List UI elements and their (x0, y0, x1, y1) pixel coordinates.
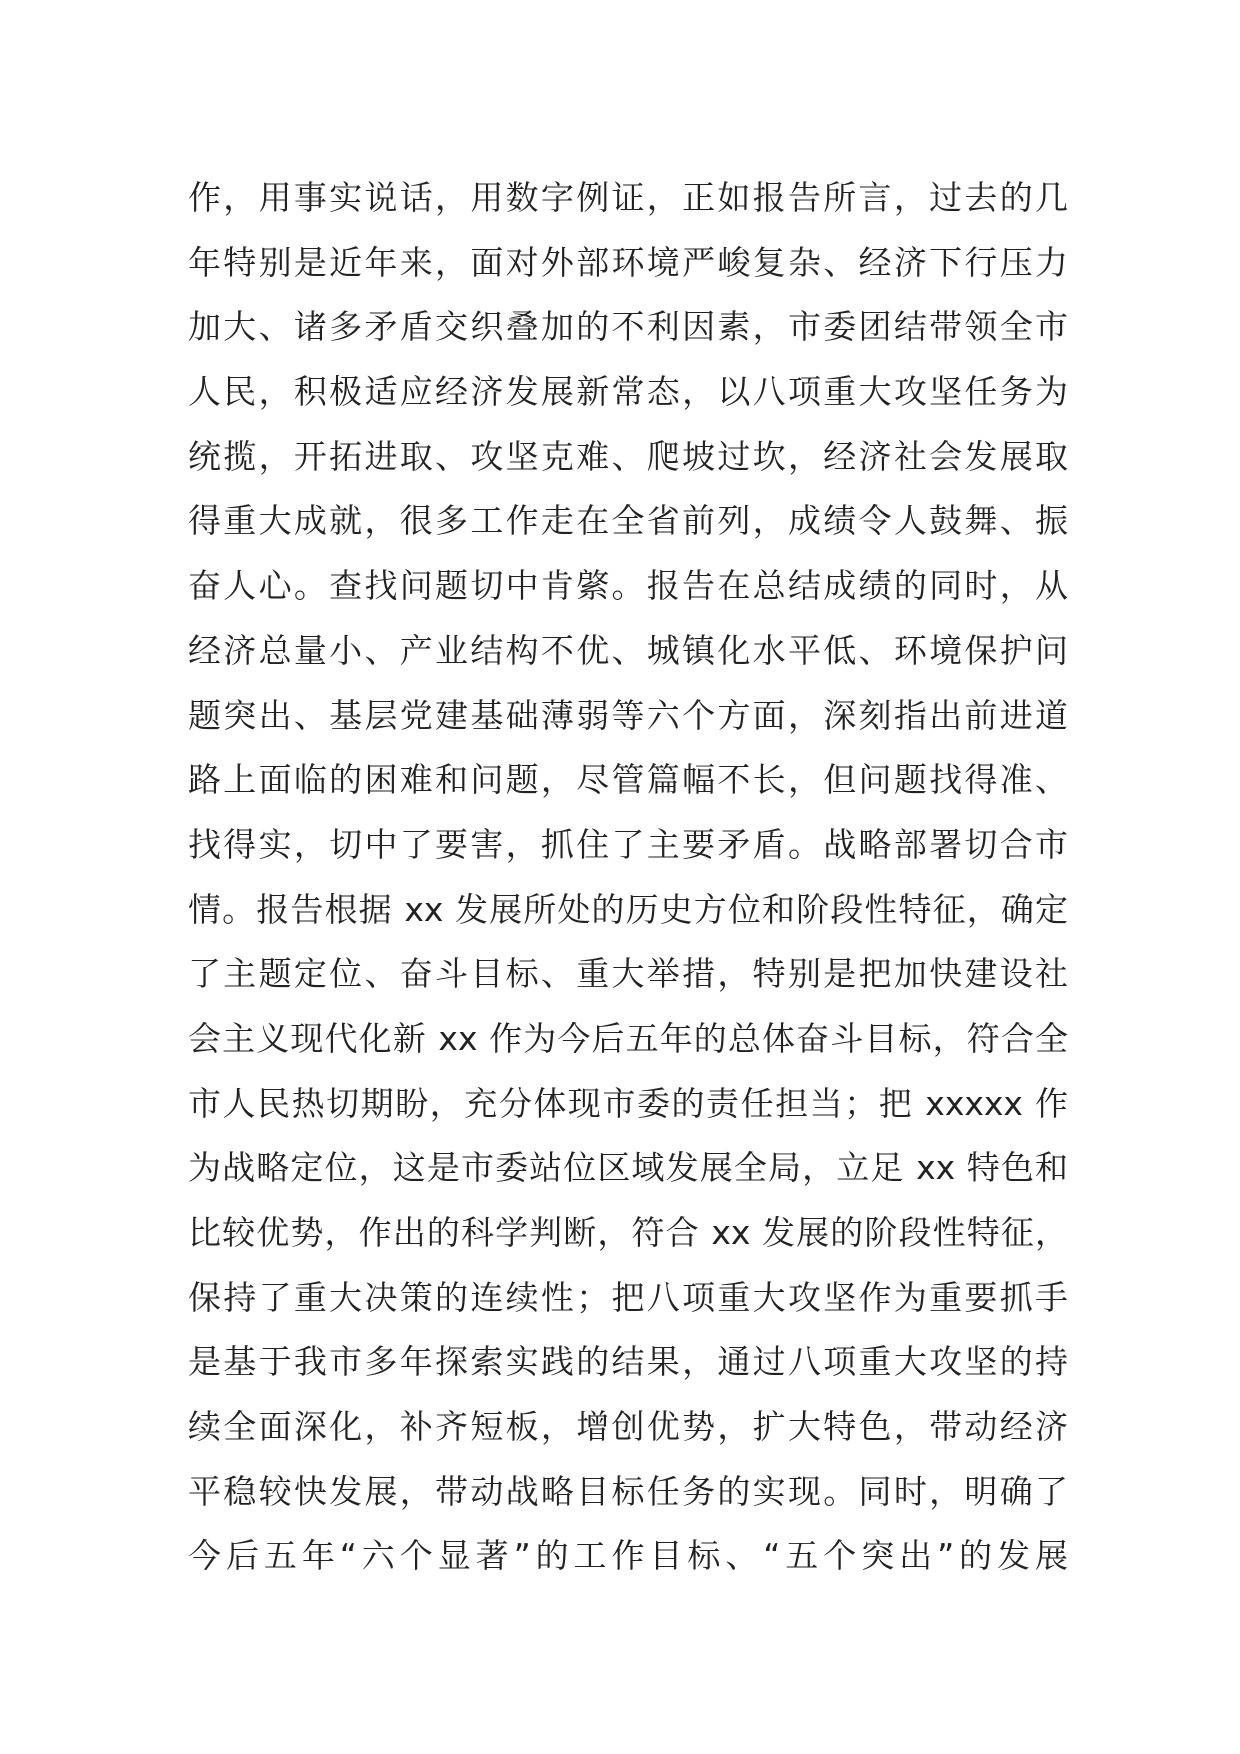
text-line: 找得实，切中了要害，抓住了主要矛盾。战略部署切合市 (188, 824, 1068, 864)
text-line: 会主义现代化新 xx 作为今后五年的总体奋斗目标，符合全 (188, 1018, 1068, 1058)
text-line: 保持了重大决策的连续性；把八项重大攻坚作为重要抓手 (188, 1277, 1068, 1317)
text-line: 了主题定位、奋斗目标、重大举措，特别是把加快建设社 (188, 954, 1068, 994)
text-line: 续全面深化，补齐短板，增创优势，扩大特色，带动经济 (188, 1407, 1068, 1447)
text-line: 今后五年“六个显著”的工作目标、“五个突出”的发展 (188, 1536, 1068, 1576)
body-paragraph (188, 166, 1068, 1589)
text-line: 奋人心。查找问题切中肯綮。报告在总结成绩的同时，从 (188, 566, 1068, 606)
text-line: 为战略定位，这是市委站位区域发展全局，立足 xx 特色和 (188, 1148, 1068, 1188)
text-line: 作，用事实说话，用数字例证，正如报告所言，过去的几 (188, 178, 1068, 217)
text-line: 加大、诸多矛盾交织叠加的不利因素，市委团结带领全市 (188, 307, 1068, 347)
text-line: 题突出、基层党建基础薄弱等六个方面，深刻指出前进道 (188, 695, 1068, 735)
text-line: 统揽，开拓进取、攻坚克难、爬坡过坎，经济社会发展取 (188, 436, 1068, 476)
text-line: 比较优势，作出的科学判断，符合 xx 发展的阶段性特征， (188, 1213, 1068, 1252)
text-line: 情。报告根据 xx 发展所处的历史方位和阶段性特征，确定 (188, 889, 1068, 929)
text-line: 得重大成就，很多工作走在全省前列，成绩令人鼓舞、振 (188, 501, 1068, 541)
text-line: 平稳较快发展，带动战略目标任务的实现。同时，明确了 (188, 1471, 1068, 1511)
text-line: 市人民热切期盼，充分体现市委的责任担当；把 xxxxx 作 (188, 1083, 1068, 1123)
text-line: 人民，积极适应经济发展新常态，以八项重大攻坚任务为 (188, 372, 1068, 412)
text-line: 是基于我市多年探索实践的结果，通过八项重大攻坚的持 (188, 1342, 1068, 1382)
text-line: 年特别是近年来，面对外部环境严峻复杂、经济下行压力 (188, 242, 1068, 282)
text-line: 路上面临的困难和问题，尽管篇幅不长，但问题找得准、 (188, 760, 1068, 800)
text-line: 经济总量小、产业结构不优、城镇化水平低、环境保护问 (188, 630, 1068, 670)
